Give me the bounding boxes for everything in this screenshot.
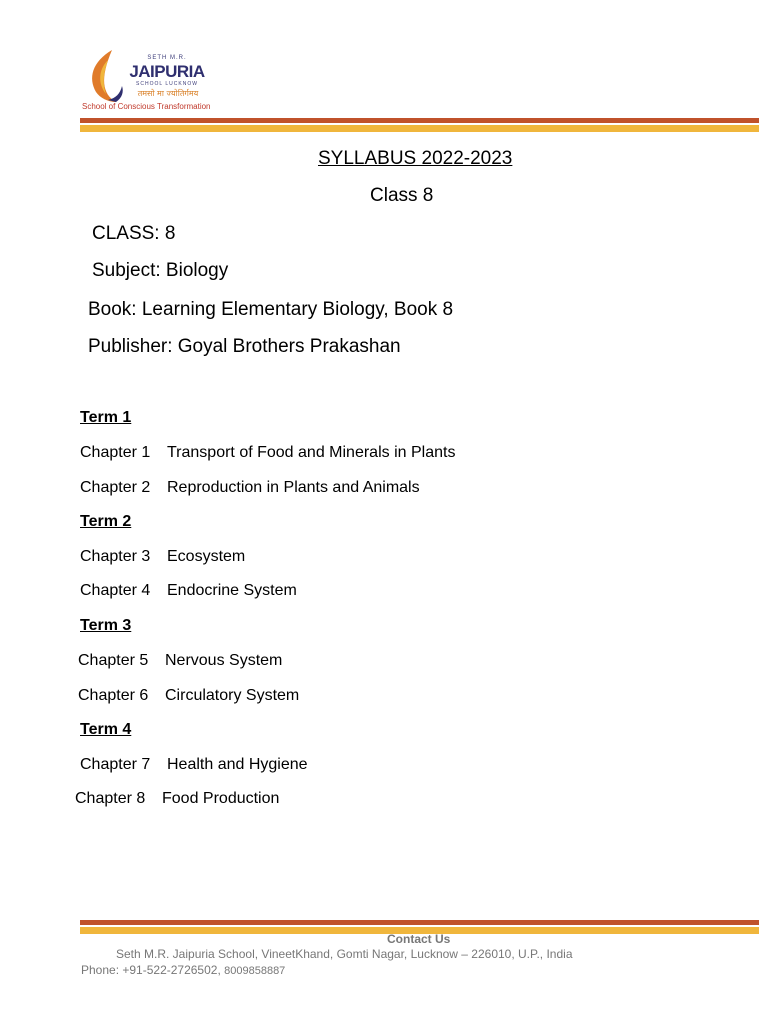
chapter-row (80, 582, 297, 600)
chapter-row (75, 790, 279, 808)
phone-alternate: 8009858887 (224, 965, 286, 977)
chapter-title: Transport of Food and Minerals in Plants (167, 444, 456, 461)
chapter-title: Nervous System (165, 652, 283, 669)
chapter-number: Chapter 1 (80, 444, 151, 461)
chapter-number: Chapter 8 (75, 790, 146, 807)
logo-sub-text: SCHOOL LUCKNOW (136, 81, 198, 87)
term-1-heading: Term 1 (80, 409, 132, 426)
chapter-row (80, 444, 455, 462)
footer-phone (81, 963, 285, 977)
chapter-number: Chapter 6 (78, 687, 149, 704)
term-3-heading: Term 3 (80, 617, 132, 634)
contact-heading: Contact Us (387, 932, 451, 946)
chapter-number: Chapter 7 (80, 756, 151, 773)
chapter-title: Health and Hygiene (167, 756, 308, 773)
phone-primary: Phone: +91-522-2726502, (81, 963, 225, 977)
book-line: Book: Learning Elementary Biology, Book 8 (88, 299, 454, 320)
logo-top-text: SETH M.R. (147, 55, 187, 61)
class-subtitle: Class 8 (370, 185, 434, 206)
syllabus-title: SYLLABUS 2022-2023 (318, 148, 513, 169)
chapter-title: Endocrine System (167, 582, 297, 599)
chapter-row (78, 652, 282, 670)
chapter-title: Reproduction in Plants and Animals (167, 479, 420, 496)
logo-hindi-motto: तमसो मा ज्योतिर्गमय (137, 89, 199, 98)
chapter-number: Chapter 2 (80, 479, 151, 496)
footer-address: Seth M.R. Jaipuria School, VineetKhand, Gomti Nagar, Lucknow – 226010, U.P., India (116, 947, 573, 961)
chapter-row (80, 548, 245, 566)
publisher-line: Publisher: Goyal Brothers Prakashan (88, 336, 401, 357)
logo-tagline: School of Conscious Transformation (82, 102, 211, 111)
chapter-number: Chapter 3 (80, 548, 151, 565)
term-2-heading: Term 2 (80, 513, 132, 530)
chapter-number: Chapter 5 (78, 652, 149, 669)
header-divider-band (80, 118, 759, 132)
term-4-heading: Term 4 (80, 721, 132, 738)
subject-line: Subject: Biology (92, 260, 229, 281)
chapter-title: Ecosystem (167, 548, 246, 565)
chapter-row (80, 479, 420, 497)
class-line: CLASS: 8 (92, 223, 176, 244)
logo-name: JAIPURIA (129, 62, 205, 81)
school-logo (82, 48, 217, 114)
chapter-row (78, 687, 299, 705)
chapter-title: Food Production (162, 790, 280, 807)
chapter-number: Chapter 4 (80, 582, 151, 599)
chapter-row (80, 756, 308, 774)
chapter-title: Circulatory System (165, 687, 300, 704)
